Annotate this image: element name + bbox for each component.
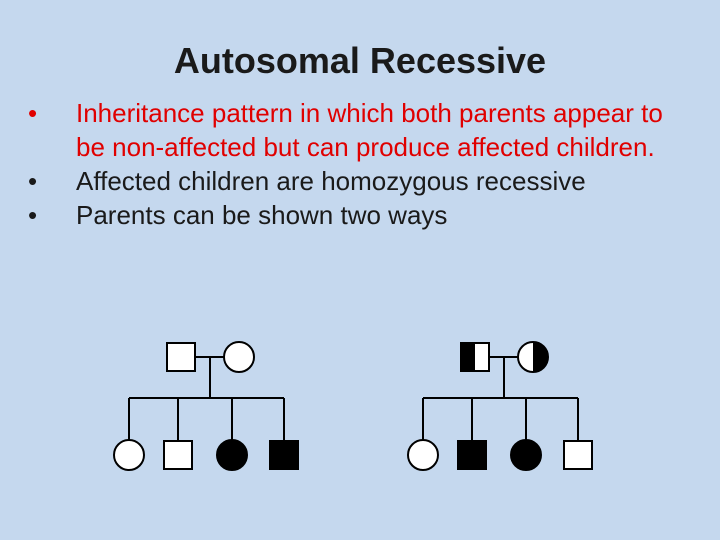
son-symbol <box>564 441 592 469</box>
circle-outline <box>217 440 247 470</box>
square-half-fill <box>461 343 475 371</box>
square-outline <box>564 441 592 469</box>
mother-symbol <box>224 342 254 372</box>
pedigree-charts <box>0 320 720 490</box>
bullet-dot: • <box>28 166 38 196</box>
slide-title: Autosomal Recessive <box>173 40 547 81</box>
father-symbol <box>167 343 195 371</box>
daughter-symbol <box>217 440 247 470</box>
pedigree-2 <box>408 342 592 470</box>
square-outline <box>270 441 298 469</box>
square-outline <box>458 441 486 469</box>
circle-outline <box>511 440 541 470</box>
bullet-text: Affected children are homozygous recessive <box>76 166 586 196</box>
bullet-dot: • <box>28 98 38 128</box>
son-symbol <box>164 441 192 469</box>
daughter-symbol <box>511 440 541 470</box>
bullet-item-inheritance <box>28 96 698 164</box>
bullet-list <box>28 96 698 232</box>
circle-outline <box>224 342 254 372</box>
bullet-item-homozygous <box>28 164 698 198</box>
square-outline <box>167 343 195 371</box>
circle-outline <box>114 440 144 470</box>
father-symbol <box>461 343 489 371</box>
bullet-dot: • <box>28 200 38 230</box>
daughter-symbol <box>408 440 438 470</box>
circle-half-fill <box>533 342 548 372</box>
son-symbol <box>458 441 486 469</box>
square-outline <box>164 441 192 469</box>
pedigree-1 <box>114 342 298 470</box>
mother-symbol <box>518 342 548 372</box>
bullet-item-parents <box>28 198 698 232</box>
bullet-text: Inheritance pattern in which both parents appear to be non-affected but can produce affected children. <box>76 98 663 162</box>
bullet-text: Parents can be shown two ways <box>76 200 448 230</box>
daughter-symbol <box>114 440 144 470</box>
son-symbol <box>270 441 298 469</box>
circle-outline <box>408 440 438 470</box>
